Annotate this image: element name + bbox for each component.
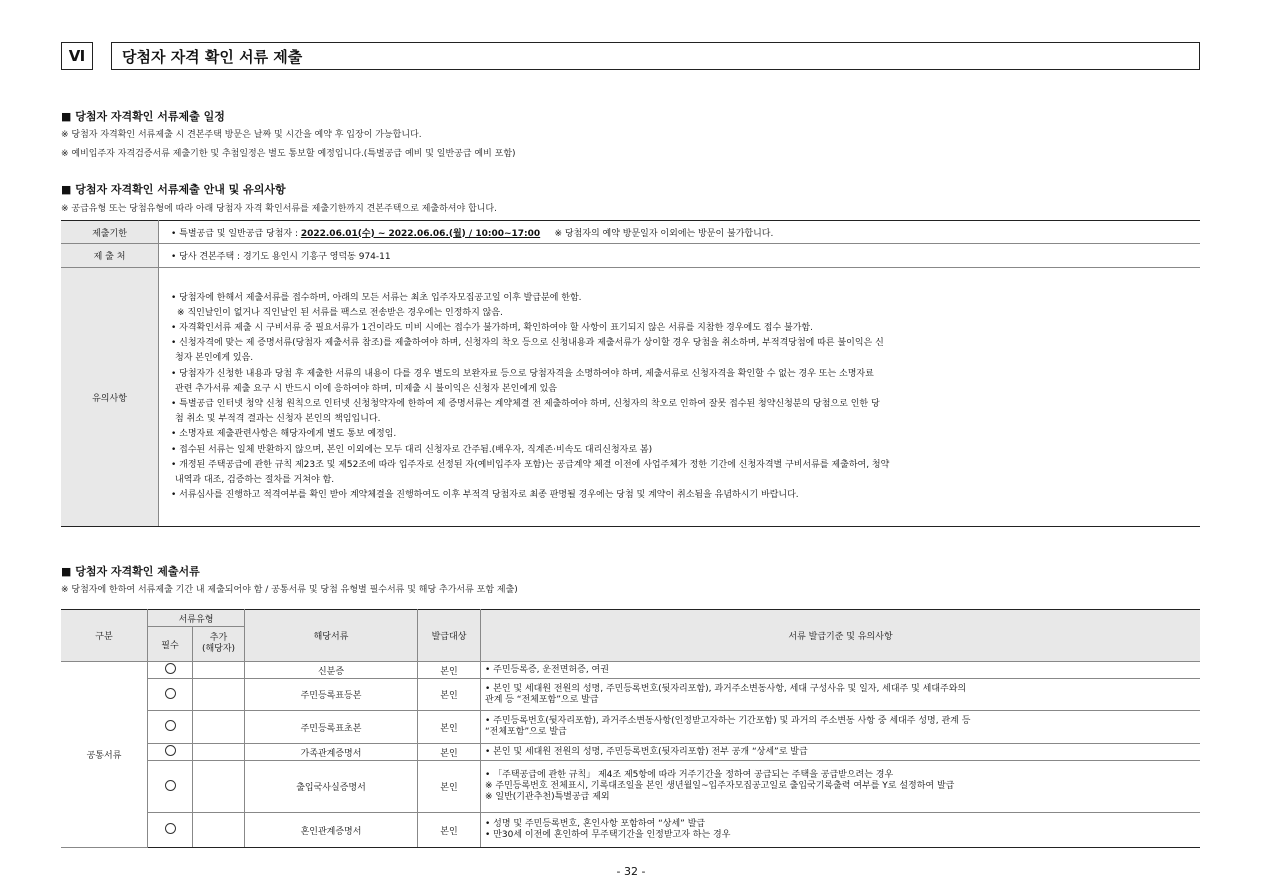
table-row: [61, 761, 1200, 813]
doc-criteria: [481, 711, 1201, 744]
additional-mark: [193, 679, 245, 711]
caution-line: • 서류심사를 진행하고 적격여부를 확인 받아 계약체결을 진행하여도 이후 부적격 당첨자로 최종 판명될 경우에는 당첨 및 계약이 취소됨을 유념하시기 바랍니다.: [171, 490, 799, 501]
additional-mark: [193, 662, 245, 679]
required-mark: [148, 679, 193, 711]
doc-name: 혼인관계증명서: [245, 813, 418, 848]
circle-mark-icon: [165, 780, 176, 791]
additional-mark: [193, 711, 245, 744]
required-mark: [148, 761, 193, 813]
place-value: • 당사 견본주택 : 경기도 용인시 기흥구 영덕동 974-11: [159, 244, 1201, 268]
doc-target: 본인: [418, 813, 481, 848]
caution-line: • 접수된 서류는 일체 반환하지 않으며, 본인 이외에는 모두 대리 신청자로 간주됨.(배우자, 직계존·비속도 대리신청자로 봄): [171, 444, 653, 455]
criteria-line: • 본인 및 세대원 전원의 성명, 주민등록번호(뒷자리포함) 전부 공개 “상세”로 발급: [485, 746, 808, 757]
criteria-line: • 주민등록번호(뒷자리포함), 과거주소변동사항(인정받고자하는 기간포함) 및 과거의 주소변동 사항 중 세대주 성명, 관계 등: [485, 716, 971, 726]
criteria-line: • 본인 및 세대원 전원의 성명, 주민등록번호(뒷자리포함), 과거주소변동사항, 세대 구성사유 및 일자, 세대주 및 세대주와의: [485, 683, 967, 694]
col-category: 구분: [61, 610, 148, 662]
cautions-row: [61, 268, 1200, 527]
docs-note: ※ 당첨자에 한하여 서류제출 기간 내 제출되어야 함 / 공통서류 및 당첨 유형별 필수서류 및 해당 추가서류 포함 제출): [61, 585, 518, 595]
caution-line: • 특별공급 인터넷 청약 신청 원칙으로 인터넷 신청청약자에 한하여 제 증명서류는 계약체결 전 제출하여야 하며, 신청자의 착오로 인하여 잘못 접수된 청약신청분의 당첨으로 인한 당: [171, 399, 880, 409]
doc-target: 본인: [418, 744, 481, 761]
caution-line: • 소명자료 제출관련사항은 해당자에게 별도 통보 예정임.: [171, 429, 397, 440]
guide-heading: ■ 당첨자 자격확인 서류제출 안내 및 유의사항: [61, 183, 286, 196]
deadline-value: [159, 221, 1201, 244]
section-number: Ⅵ: [68, 47, 86, 65]
col-required: 필수: [148, 627, 193, 662]
section-title: 당첨자 자격 확인 서류 제출: [122, 47, 303, 66]
required-mark: [148, 711, 193, 744]
col-additional: [193, 627, 245, 662]
caution-line: 청자 본인에게 있음.: [175, 353, 254, 364]
col-target: 발급대상: [418, 610, 481, 662]
deadline-label: 제출기한: [61, 221, 159, 244]
cautions-label: 유의사항: [61, 268, 159, 527]
additional-mark: [193, 813, 245, 848]
doc-name: 가족관계증명서: [245, 744, 418, 761]
doc-criteria: [481, 744, 1201, 761]
deadline-date: 2022.06.01(수) ~ 2022.06.06.(월) / 10:00~17:00: [300, 228, 541, 239]
doc-target: 본인: [418, 761, 481, 813]
criteria-line: • 주민등록증, 운전면허증, 여권: [485, 664, 609, 675]
docs-heading: ■ 당첨자 자격확인 제출서류: [61, 565, 200, 578]
caution-line: 첨 취소 및 부적격 결과는 신청자 본인의 책임입니다.: [175, 414, 381, 425]
table-row: [61, 813, 1200, 848]
doc-name: 출입국사실증명서: [245, 761, 418, 813]
circle-mark-icon: [165, 663, 176, 674]
caution-line: 내역과 대조, 검증하는 절차를 거쳐야 함.: [175, 475, 335, 486]
cautions-list: [159, 268, 1201, 527]
caution-line: • 당첨자가 신청한 내용과 당첨 후 제출한 서류의 내용이 다를 경우 별도의 보완자료 등으로 당첨자격을 소명하여야 하며, 제출서류로 신청자격을 확인할 수 없는 경우 또는 소명자료: [171, 368, 874, 379]
place-label: 제 출 처: [61, 244, 159, 268]
section-number-box: [61, 42, 93, 70]
col-additional-label: 추가: [209, 633, 228, 643]
deadline-suffix: ※ 당첨자의 예약 방문일자 이외에는 방문이 불가합니다.: [554, 228, 774, 239]
table-row: [61, 711, 1200, 744]
additional-mark: [193, 744, 245, 761]
docs-table: [61, 609, 1200, 848]
circle-mark-icon: [165, 823, 176, 834]
place-row: [61, 244, 1200, 268]
circle-mark-icon: [165, 745, 176, 756]
page-number: - 32 -: [616, 865, 646, 878]
doc-name: 신분증: [245, 662, 418, 679]
circle-mark-icon: [165, 688, 176, 699]
caution-line: • 개정된 주택공급에 관한 규칙 제23조 및 제52조에 따라 입주자로 선정된 자(예비입주자 포함)는 공급계약 체결 이전에 사업주체가 정한 기간에 신청자격별 구비서류를 제출하여, 청약: [171, 459, 890, 470]
deadline-prefix: • 특별공급 및 일반공급 당첨자 :: [171, 228, 301, 239]
guide-table: [61, 220, 1200, 527]
criteria-line: ※ 일반(기관추천)특별공급 제외: [485, 792, 610, 802]
col-criteria: 서류 발급기준 및 유의사항: [481, 610, 1201, 662]
doc-name: 주민등록표등본: [245, 679, 418, 711]
doc-criteria: [481, 662, 1201, 679]
doc-criteria: [481, 761, 1201, 813]
caution-line: 관련 추가서류 제출 요구 시 반드시 이에 응하여야 하며, 미제출 시 불이익은 신청자 본인에게 있음: [175, 383, 557, 394]
additional-mark: [193, 761, 245, 813]
table-row: [61, 662, 1200, 679]
circle-mark-icon: [165, 720, 176, 731]
col-document: 해당서류: [245, 610, 418, 662]
doc-name: 주민등록표초본: [245, 711, 418, 744]
caution-line: • 신청자격에 맞는 제 증명서류(당첨자 제출서류 참조)를 제출하여야 하며, 신청자의 착오 등으로 신청내용과 제출서류가 상이할 경우 당첨을 취소하며, 부적격당첨에 따른 불이익은 신: [171, 338, 884, 349]
doc-criteria: [481, 679, 1201, 711]
doc-target: 본인: [418, 679, 481, 711]
deadline-row: [61, 221, 1200, 244]
criteria-line: “전체포함”으로 발급: [485, 727, 567, 737]
criteria-line: ※ 주민등록번호 전체표시, 기록대조일을 본인 생년월일~입주자모집공고일로 출입국기록출력 여부를 Y로 설정하여 발급: [485, 781, 955, 791]
schedule-note-2: ※ 예비입주자 자격검증서류 제출기한 및 추첨일정은 별도 통보할 예정입니다.(특별공급 예비 및 일반공급 예비 포함): [61, 149, 516, 159]
criteria-line: • 성명 및 주민등록번호, 혼인사항 포함하여 “상세” 발급: [485, 819, 706, 829]
caution-line: • 당첨자에 한해서 제출서류를 접수하며, 아래의 모든 서류는 최초 입주자모집공고일 이후 발급분에 한함.: [171, 292, 582, 303]
criteria-line: 관계 등 “전체포함”으로 발급: [485, 694, 599, 705]
col-additional-sub: (해당자): [201, 644, 236, 654]
group-label: 공통서류: [61, 662, 148, 848]
doc-target: 본인: [418, 711, 481, 744]
caution-line: • 자격확인서류 제출 시 구비서류 중 필요서류가 1건이라도 미비 시에는 접수가 불가하며, 확인하여야 할 사항이 표기되지 않은 서류를 지참한 경우에도 접수 불가함.: [171, 322, 813, 333]
required-mark: [148, 744, 193, 761]
schedule-note-1: ※ 당첨자 자격확인 서류제출 시 견본주택 방문은 날짜 및 시간을 예약 후 입장이 가능합니다.: [61, 130, 422, 140]
required-mark: [148, 662, 193, 679]
table-row: [61, 744, 1200, 761]
criteria-line: • 만30세 이전에 혼인하여 무주택기간을 인정받고자 하는 경우: [485, 830, 731, 840]
col-type: 서류유형: [148, 610, 245, 627]
guide-note: ※ 공급유형 또는 당첨유형에 따라 아래 당첨자 자격 확인서류를 제출기한까지 견본주택으로 제출하셔야 합니다.: [61, 204, 497, 214]
required-mark: [148, 813, 193, 848]
doc-criteria: [481, 813, 1201, 848]
doc-target: 본인: [418, 662, 481, 679]
caution-line: ※ 직인날인이 없거나 직인날인 된 서류를 팩스로 전송받은 경우에는 인정하지 않음.: [177, 307, 503, 318]
section-title-box: [111, 42, 1200, 70]
schedule-heading: ■ 당첨자 자격확인 서류제출 일정: [61, 110, 225, 123]
table-row: [61, 679, 1200, 711]
criteria-line: • 「주택공급에 관한 규칙」 제4조 제5항에 따라 거주기간을 정하여 공급되는 주택을 공급받으려는 경우: [485, 770, 894, 780]
